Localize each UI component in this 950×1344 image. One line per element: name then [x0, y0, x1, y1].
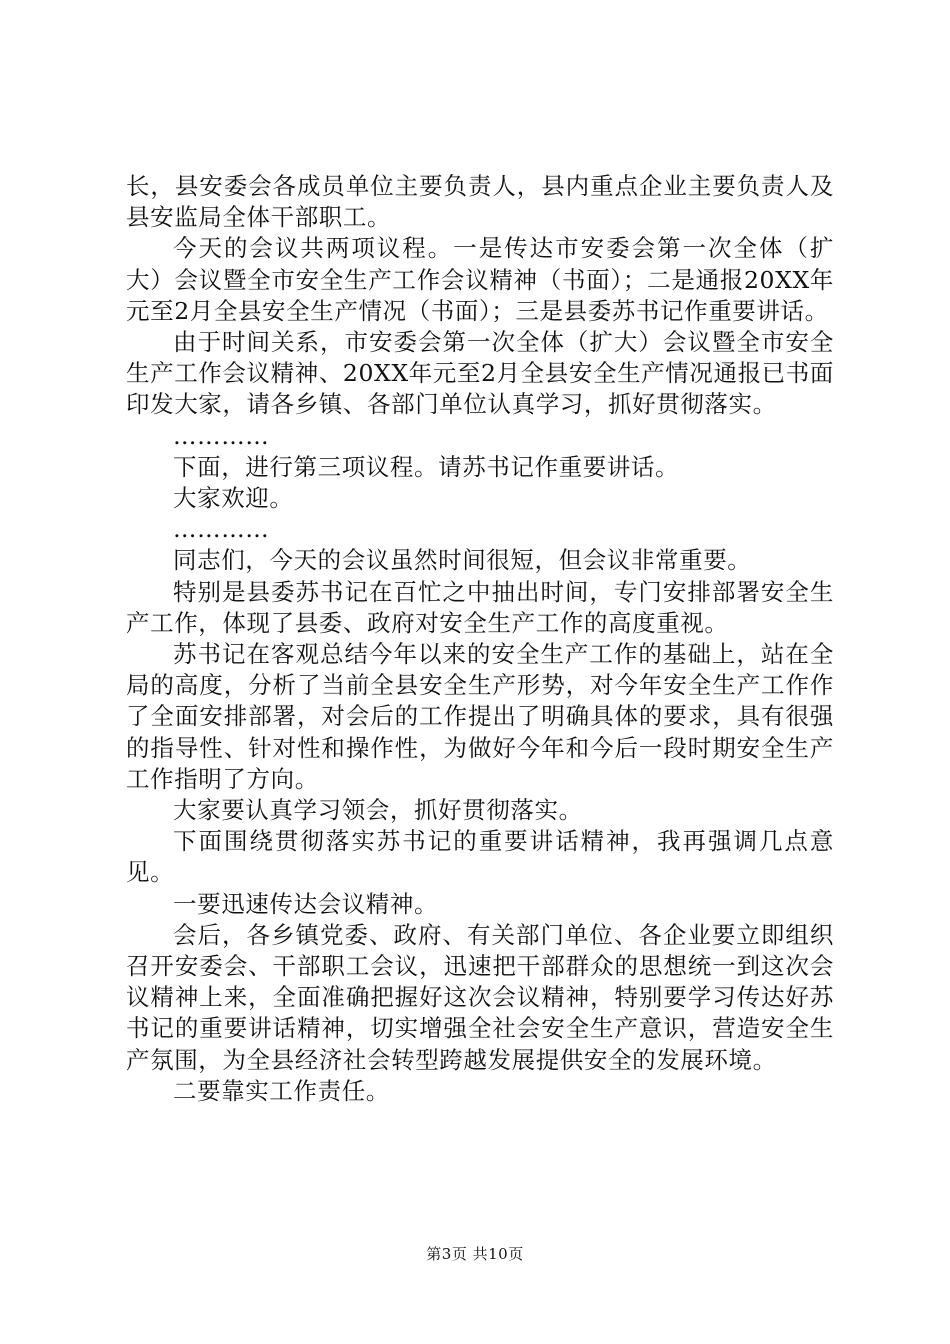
paragraph: 一要迅速传达会议精神。 [173, 889, 439, 918]
paragraph: 苏书记在客观总结今年以来的安全生产工作的基础上，站在全局的高度，分析了当前全县安全生产形势，对今年安全生产工作作了全面安排部署，对会后的工作提出了明确具体的要求，具有很强的指导性、针对性和操作性，为做好今年和今后一段时期安全生产工作指明了方向。 [126, 640, 834, 793]
paragraph: 大家欢迎。 [173, 484, 294, 513]
page-number-footer: 第3页 共10页 [426, 1245, 524, 1263]
paragraph: 长，县安委会各成员单位主要负责人，县内重点企业主要负责人及县安监局全体干部职工。 [126, 172, 834, 232]
paragraph: 下面围绕贯彻落实苏书记的重要讲话精神，我再强调几点意见。 [126, 827, 834, 887]
paragraph: 特别是县委苏书记在百忙之中抽出时间，专门安排部署安全生产工作，体现了县委、政府对安全生产工作的高度重视。 [126, 577, 834, 637]
paragraph: 二要靠实工作责任。 [173, 1076, 390, 1105]
paragraph: 会后，各乡镇党委、政府、有关部门单位、各企业要立即组织召开安委会、干部职工会议，迅速把干部群众的思想统一到这次会议精神上来，全面准确把握好这次会议精神，特别要学习传达好苏书记的重要讲话精神，切实增强全社会安全生产意识，营造安全生产氛围，为全县经济社会转型跨越发展提供安全的发展环境。 [126, 920, 834, 1074]
paragraph: 下面，进行第三项议程。请苏书记作重要讲话。 [173, 452, 680, 481]
ellipsis-line: ………… [173, 421, 270, 450]
document-body [126, 171, 834, 1107]
paragraph: 由于时间关系，市安委会第一次全体（扩大）会议暨全市安全生产工作会议精神、20XX年元至2月全县安全生产情况通报已书面印发大家，请各乡镇、各部门单位认真学习，抓好贯彻落实。 [126, 328, 834, 419]
paragraph: 大家要认真学习领会，抓好贯彻落实。 [173, 796, 583, 825]
paragraph: 今天的会议共两项议程。一是传达市安委会第一次全体（扩大）会议暨全市安全生产工作会议精神（书面）；二是通报20XX年元至2月全县安全生产情况（书面）；三是县委苏书记作重要讲话。 [126, 234, 834, 325]
ellipsis-line: ………… [173, 515, 270, 544]
paragraph: 同志们，今天的会议虽然时间很短，但会议非常重要。 [173, 546, 752, 575]
